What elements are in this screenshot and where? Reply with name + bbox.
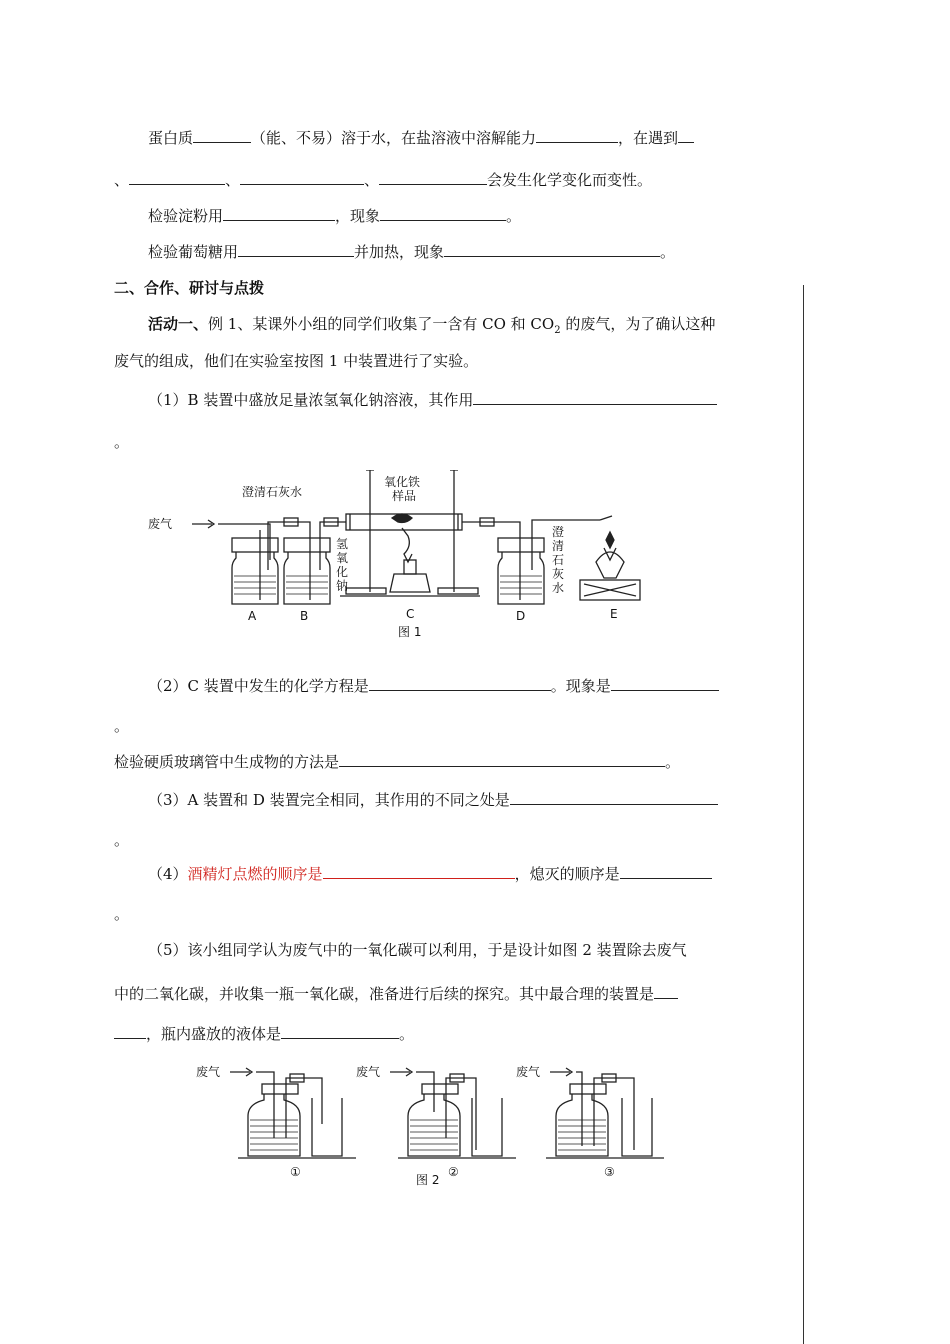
- naoh-label-4: 钠: [336, 579, 349, 593]
- blank[interactable]: [223, 206, 335, 221]
- label-circle-2: ②: [448, 1165, 459, 1179]
- question-4-end: 。: [114, 905, 130, 923]
- blank[interactable]: [473, 390, 717, 405]
- blank[interactable]: [369, 676, 551, 691]
- blank[interactable]: [510, 790, 718, 805]
- example-line-1: 活动一、例 1、某课外小组的同学们收集了一含有 CO 和 $CO_2$ 的废气，为了确认这种: [148, 315, 716, 336]
- figure-1-caption: 图 1: [398, 625, 422, 639]
- question-3: （3）A 装置和 D 装置完全相同，其作用的不同之处是: [148, 790, 718, 810]
- iron-oxide-label: 氧化铁: [384, 475, 421, 489]
- waste-gas-label: 废气: [148, 517, 173, 531]
- blank[interactable]: [379, 170, 487, 185]
- question-1: （1）B 装置中盛放足量浓氢氧化钠溶液，其作用: [148, 390, 717, 410]
- blank[interactable]: [238, 242, 354, 257]
- protein-line-1: 蛋白质 （能、不易）溶于水，在盐溶液中溶解能力 ，在遇到: [148, 128, 694, 148]
- label-d: D: [516, 609, 526, 623]
- question-5-line-3: ，瓶内盛放的液体是 。: [114, 1024, 414, 1044]
- question-5-line-2: 中的二氧化碳，并收集一瓶一氧化碳，准备进行后续的探究。其中最合理的装置是: [114, 984, 678, 1004]
- question-5-line-1: （5）该小组同学认为废气中的一氧化碳可以利用，于是设计如图 2 装置除去废气: [148, 941, 687, 959]
- blank[interactable]: [281, 1024, 399, 1039]
- blank[interactable]: [380, 206, 506, 221]
- lime-side-3: 石: [552, 553, 565, 567]
- figure-1-apparatus: [140, 470, 660, 640]
- blank[interactable]: [611, 676, 719, 691]
- waste-gas-label-3: 废气: [516, 1065, 541, 1079]
- lime-side-1: 澄: [552, 525, 565, 539]
- blank[interactable]: [240, 170, 364, 185]
- lime-side-2: 清: [552, 539, 565, 553]
- blank[interactable]: [536, 128, 618, 143]
- lime-side-4: 灰: [552, 567, 565, 581]
- naoh-label-3: 化: [336, 565, 349, 579]
- label-c: C: [406, 607, 415, 621]
- waste-gas-label-2: 废气: [356, 1065, 381, 1079]
- glucose-line: 检验葡萄糖用 并加热，现象 。: [148, 243, 676, 261]
- section-heading: 二、合作、研讨与点拨: [114, 279, 265, 297]
- question-2-end: 。: [114, 717, 130, 735]
- lime-water-label: 澄清石灰水: [242, 485, 303, 499]
- naoh-label-1: 氢: [336, 537, 349, 551]
- blank[interactable]: [193, 128, 251, 143]
- iron-oxide-sample-label: 样品: [392, 489, 417, 503]
- blank[interactable]: [114, 1024, 146, 1039]
- label-e: E: [610, 607, 618, 621]
- figure-2-caption: 图 2: [416, 1173, 440, 1187]
- blank[interactable]: [620, 864, 712, 879]
- question-3-end: 。: [114, 831, 130, 849]
- blank[interactable]: [129, 170, 225, 185]
- label-circle-1: ①: [290, 1165, 301, 1179]
- label-circle-3: ③: [604, 1165, 615, 1179]
- label-b: B: [300, 609, 309, 623]
- blank[interactable]: [339, 752, 665, 767]
- lime-side-5: 水: [552, 581, 565, 595]
- blank[interactable]: [323, 864, 515, 879]
- example-line-2: 废气的组成，他们在实验室按图 1 中装置进行了实验。: [114, 352, 479, 370]
- starch-line: 检验淀粉用 ，现象 。: [148, 207, 522, 225]
- question-2-extra: 检验硬质玻璃管中生成物的方法是 。: [114, 753, 681, 771]
- margin-rule: [803, 285, 804, 1344]
- question-4: （4）酒精灯点燃的顺序是 ，熄灭的顺序是: [148, 864, 712, 884]
- waste-gas-label-1: 废气: [196, 1065, 221, 1079]
- protein-line-2: 、 、 、 会发生化学变化而变性。: [114, 171, 653, 189]
- question-2: （2）C 装置中发生的化学方程是 。现象是: [148, 676, 719, 696]
- naoh-label-2: 氧: [336, 551, 349, 565]
- blank[interactable]: [444, 242, 660, 257]
- question-1-end: 。: [114, 433, 130, 451]
- blank[interactable]: [654, 984, 678, 999]
- figure-2-apparatus: [190, 1060, 670, 1190]
- label-a: A: [248, 609, 257, 623]
- blank[interactable]: [678, 128, 694, 143]
